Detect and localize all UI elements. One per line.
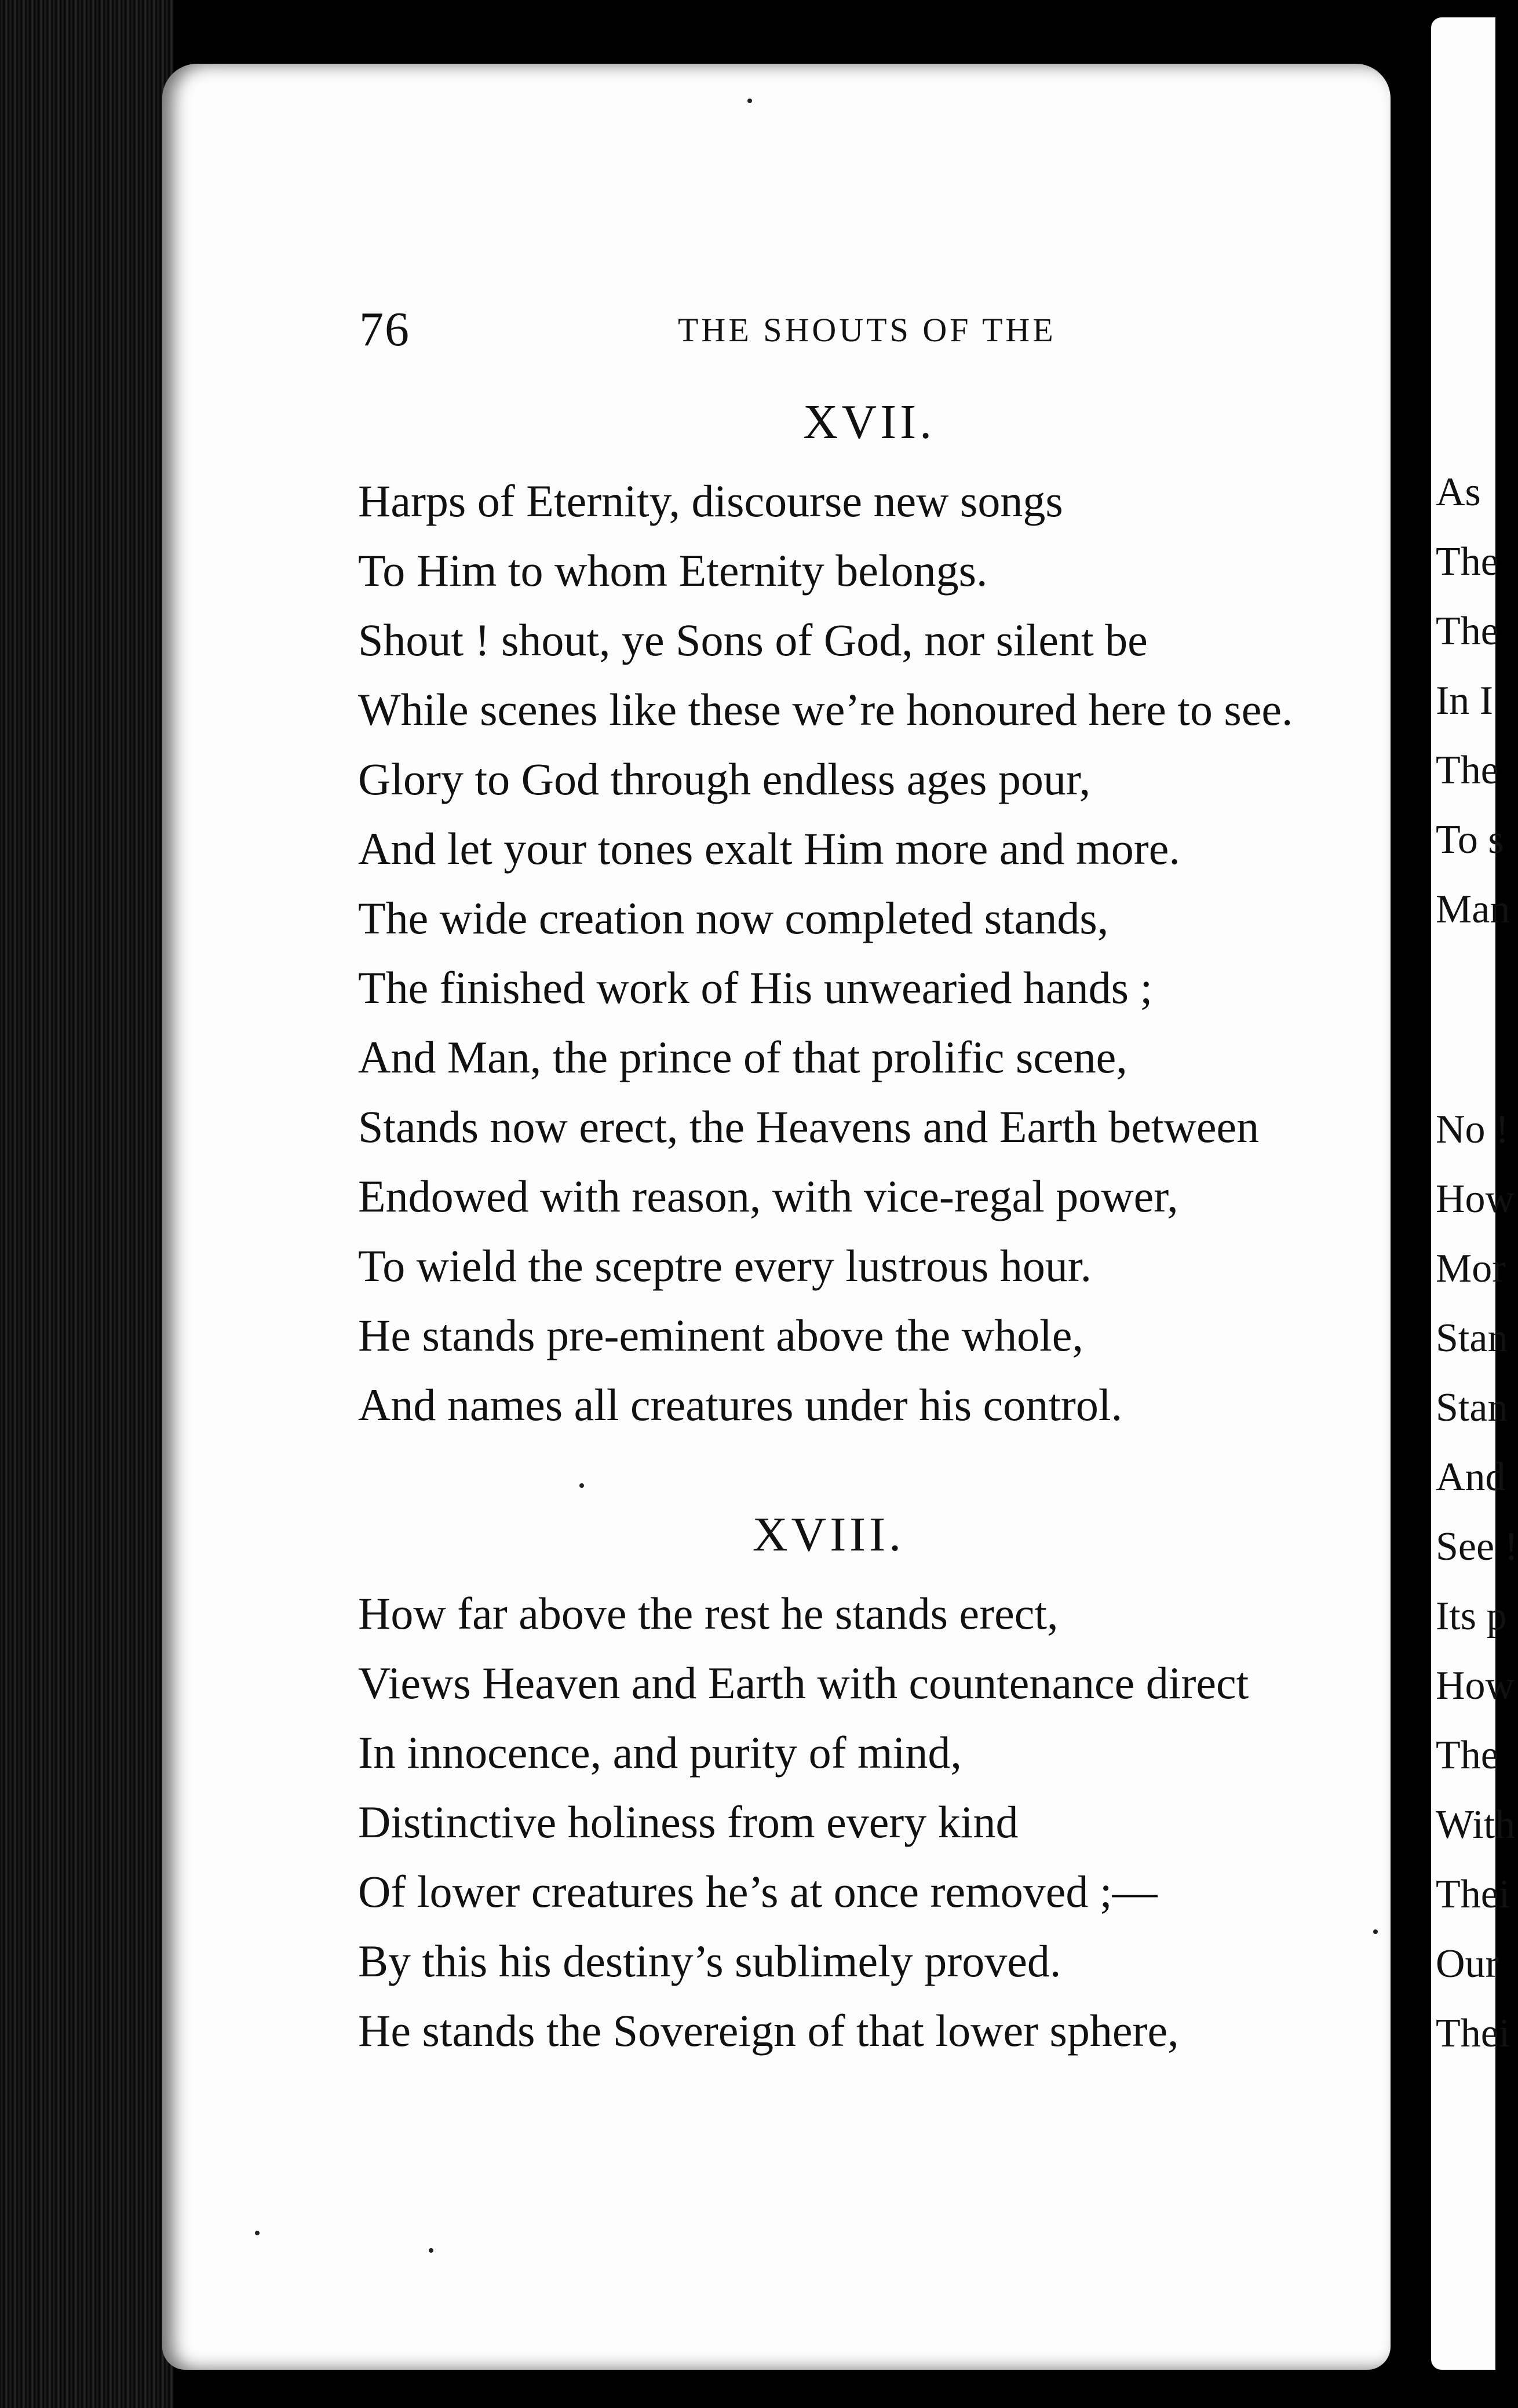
verse-line: The finished work of His unwearied hands ; [358,962,1153,1013]
facing-page-fragment: The [1436,748,1499,793]
facing-page-fragment: The [1436,1733,1499,1778]
verse-line: To wield the sceptre every lustrous hour. [358,1241,1092,1291]
facing-page-fragment: See ! [1436,1524,1518,1569]
facing-page-fragment: In I [1436,678,1494,723]
facing-page-fragment: How [1436,1663,1515,1708]
scan-shadow-left [0,0,174,2408]
facing-page-fragment: Our [1436,1942,1499,1986]
facing-page-fragment: Its p [1436,1594,1507,1639]
facing-page-fragment: Man [1436,887,1510,932]
facing-page-edge [1431,17,1518,2370]
facing-page-fragment: No ! [1436,1107,1509,1152]
verse-line: Views Heaven and Earth with countenance direct [358,1658,1249,1708]
stanza-number: XVIII. [752,1508,905,1561]
verse-line: Distinctive holiness from every kind [358,1797,1019,1847]
verse-line: And let your tones exalt Him more and more. [358,823,1180,874]
verse-line: Stands now erect, the Heavens and Earth between [358,1101,1260,1152]
facing-page-fragment: Thei [1436,2011,1510,2056]
verse-line: He stands pre-eminent above the whole, [358,1310,1083,1360]
facing-page-fragment: With [1436,1803,1516,1847]
verse-line: Shout ! shout, ye Sons of God, nor silent be [358,615,1148,665]
facing-page-fragment: How [1436,1177,1515,1221]
verse-line: To Him to whom Eternity belongs. [358,545,988,596]
facing-page-fragment: The [1436,609,1499,654]
facing-page-fragment: Thei [1436,1872,1510,1917]
facing-page-fragment: Stan [1436,1316,1508,1360]
facing-page-fragment: And [1436,1455,1506,1499]
stanza [358,466,1430,1440]
verse-line: And Man, the prince of that prolific scene, [358,1032,1127,1082]
scan-speck [255,2231,260,2235]
verse-line: How far above the rest he stands erect, [358,1588,1059,1639]
verse-line: Endowed with reason, with vice-regal power, [358,1171,1178,1221]
verse-line: Harps of Eternity, discourse new songs [358,476,1063,526]
verse-line: In innocence, and purity of mind, [358,1727,962,1778]
verse-line: While scenes like these we’re honoured here to see. [358,684,1293,735]
facing-page-fragment: Stan [1436,1385,1508,1430]
scan-speck [747,98,752,103]
running-title: THE SHOUTS OF THE [678,311,1056,349]
verse-line: The wide creation now completed stands, [358,893,1109,943]
page-number: 76 [359,302,410,356]
stanza [358,1579,1430,2066]
verse-line: He stands the Sovereign of that lower sphere, [358,2005,1179,2056]
verse-line: By this his destiny’s sublimely proved. [358,1936,1061,1986]
verse-line: Of lower creatures he’s at once removed ;— [358,1866,1158,1917]
scan-speck [429,2248,433,2253]
scan-speck [579,1483,584,1488]
verse-line: Glory to God through endless ages pour, [358,754,1091,804]
facing-page-fragment: The [1436,539,1499,584]
facing-page-fragment: To s [1436,818,1504,862]
scan-speck [1373,1929,1378,1934]
facing-page-fragment: As [1436,470,1481,515]
facing-page-fragment: Mor [1436,1246,1506,1291]
verse-line: And names all creatures under his control. [358,1380,1123,1430]
stanza-number: XVII. [802,395,936,449]
